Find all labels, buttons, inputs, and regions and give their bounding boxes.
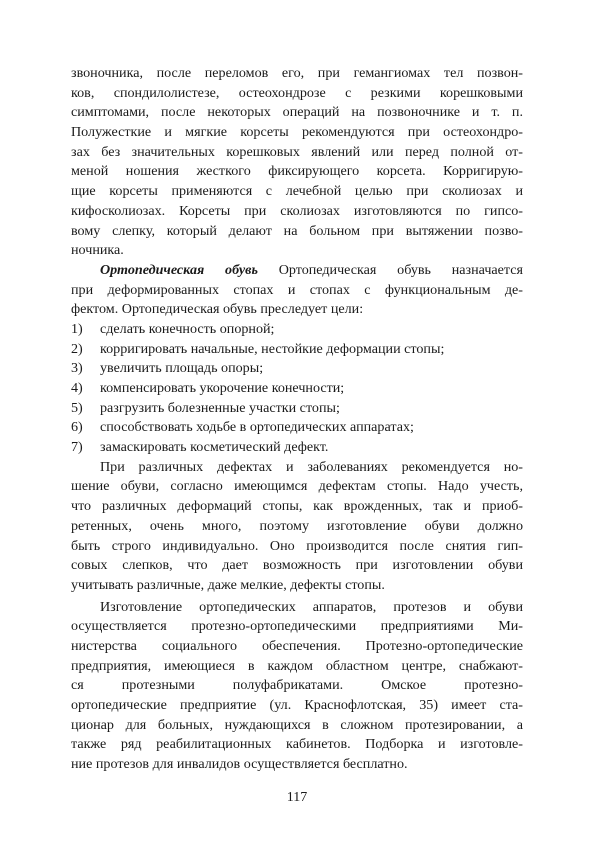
list-item — [71, 438, 523, 458]
text-line: При различных дефектах и заболеваниях рекомендуется но- — [100, 458, 523, 475]
text-line: кифосколиозах. Корсеты при сколиозах изготовляются по гипсо- — [71, 202, 523, 219]
paragraph-corsets — [71, 64, 523, 261]
list-item-number: 6) — [71, 419, 83, 436]
text-line: что различных деформаций стопы, как врожденных, так и приоб- — [71, 498, 523, 515]
list-item — [71, 418, 523, 438]
text-line: Изготовление ортопедических аппаратов, протезов и обуви — [100, 598, 523, 615]
list-item-text: разгрузить болезненные участки стопы; — [100, 399, 340, 416]
text-line: ортопедические предприятие (ул. Краснофлотская, 35) имеет ста- — [71, 697, 523, 713]
list-item-text: корригировать начальные, нестойкие деформации стопы; — [100, 340, 445, 357]
text-line: зах без значительных корешковых явлений или перед полной от- — [71, 143, 523, 160]
section-heading: Ортопедическая обувь — [100, 261, 258, 278]
paragraph-prosthetic-enterprises — [71, 598, 523, 775]
list-item-number: 1) — [71, 320, 83, 337]
text-line: при деформированных стопах и стопах с функциональным де- — [71, 281, 523, 298]
list-item-text: увеличить площадь опоры; — [100, 360, 264, 377]
text-line: ние протезов для инвалидов осуществляется бесплатно. — [71, 756, 408, 773]
paragraph-orthopedic-shoes — [71, 261, 523, 320]
text-line: симптомами, после некоторых операций на позвоночнике и т. п. — [71, 104, 523, 121]
text-line: ночника. — [71, 242, 124, 259]
text-line: меной ношения жесткого фиксирующего корсета. Корригирую- — [71, 163, 523, 180]
text-line: шение обуви, согласно имеющимся дефектам стопы. Надо учесть, — [71, 478, 523, 495]
list-item-text: сделать конечность опорной; — [100, 320, 275, 337]
text-line: быть строго индивидуально. Оно производится после снятия гип- — [71, 537, 523, 554]
text-line — [71, 261, 523, 281]
text-line: фектом. Ортопедическая обувь преследует цели: — [71, 301, 364, 318]
list-item-number: 5) — [71, 399, 83, 416]
text-line: вому слепку, который делают на больном при вытяжении позво- — [71, 222, 523, 239]
goals-list — [71, 320, 523, 458]
text-line: также ряд реабилитационных кабинетов. Подборка и изготовле- — [71, 736, 523, 753]
text-line: Полужесткие и мягкие корсеты рекомендуются при остеохондро- — [71, 124, 523, 141]
list-item — [71, 320, 523, 340]
text-line: ков, спондилолистезе, остеохондрозе с резкими корешковыми — [71, 84, 523, 101]
text-line: щие корсеты применяются с лечебной целью при сколиозах и — [71, 183, 523, 200]
list-item-text: компенсировать укорочение конечности; — [100, 380, 345, 396]
list-item-number: 7) — [71, 439, 83, 456]
list-item — [71, 340, 523, 360]
text-line: ционар для больных, нуждающихся в сложном протезировании, а — [71, 716, 523, 733]
list-item-number: 2) — [71, 340, 83, 357]
paragraph-individual-shoes — [71, 458, 523, 596]
text-line: нистерства социального обеспечения. Протезно-ортопедические — [71, 637, 523, 654]
text-line: совых слепков, что дает возможность при изготовлении обуви — [71, 557, 523, 574]
list-item-text: замаскировать косметический дефект. — [100, 439, 329, 456]
list-item-text: способствовать ходьбе в ортопедических аппаратах; — [100, 419, 414, 436]
list-item-number: 4) — [71, 380, 83, 396]
text-line: ретенных, очень много, поэтому изготовление обуви должно — [71, 517, 523, 534]
text-line: учитывать различные, даже мелкие, дефекты стопы. — [71, 576, 385, 593]
list-item — [71, 359, 523, 379]
list-item — [71, 399, 523, 419]
list-item — [71, 379, 523, 399]
page-body — [71, 64, 523, 775]
text-line: ся протезными полуфабрикатами. Омское протезно- — [71, 677, 523, 694]
text-line: звоночника, после переломов его, при гемангиомах тел позвон- — [71, 65, 523, 81]
page-number: 117 — [286, 790, 308, 805]
text-line: предприятия, имеющиеся в каждом областном центре, снабжают- — [71, 657, 523, 674]
list-item-number: 3) — [71, 360, 83, 377]
heading-line-rest: Ортопедическая обувь назначается — [257, 261, 524, 278]
text-line: осуществляется протезно-ортопедическими предприятиями Ми- — [71, 618, 523, 635]
